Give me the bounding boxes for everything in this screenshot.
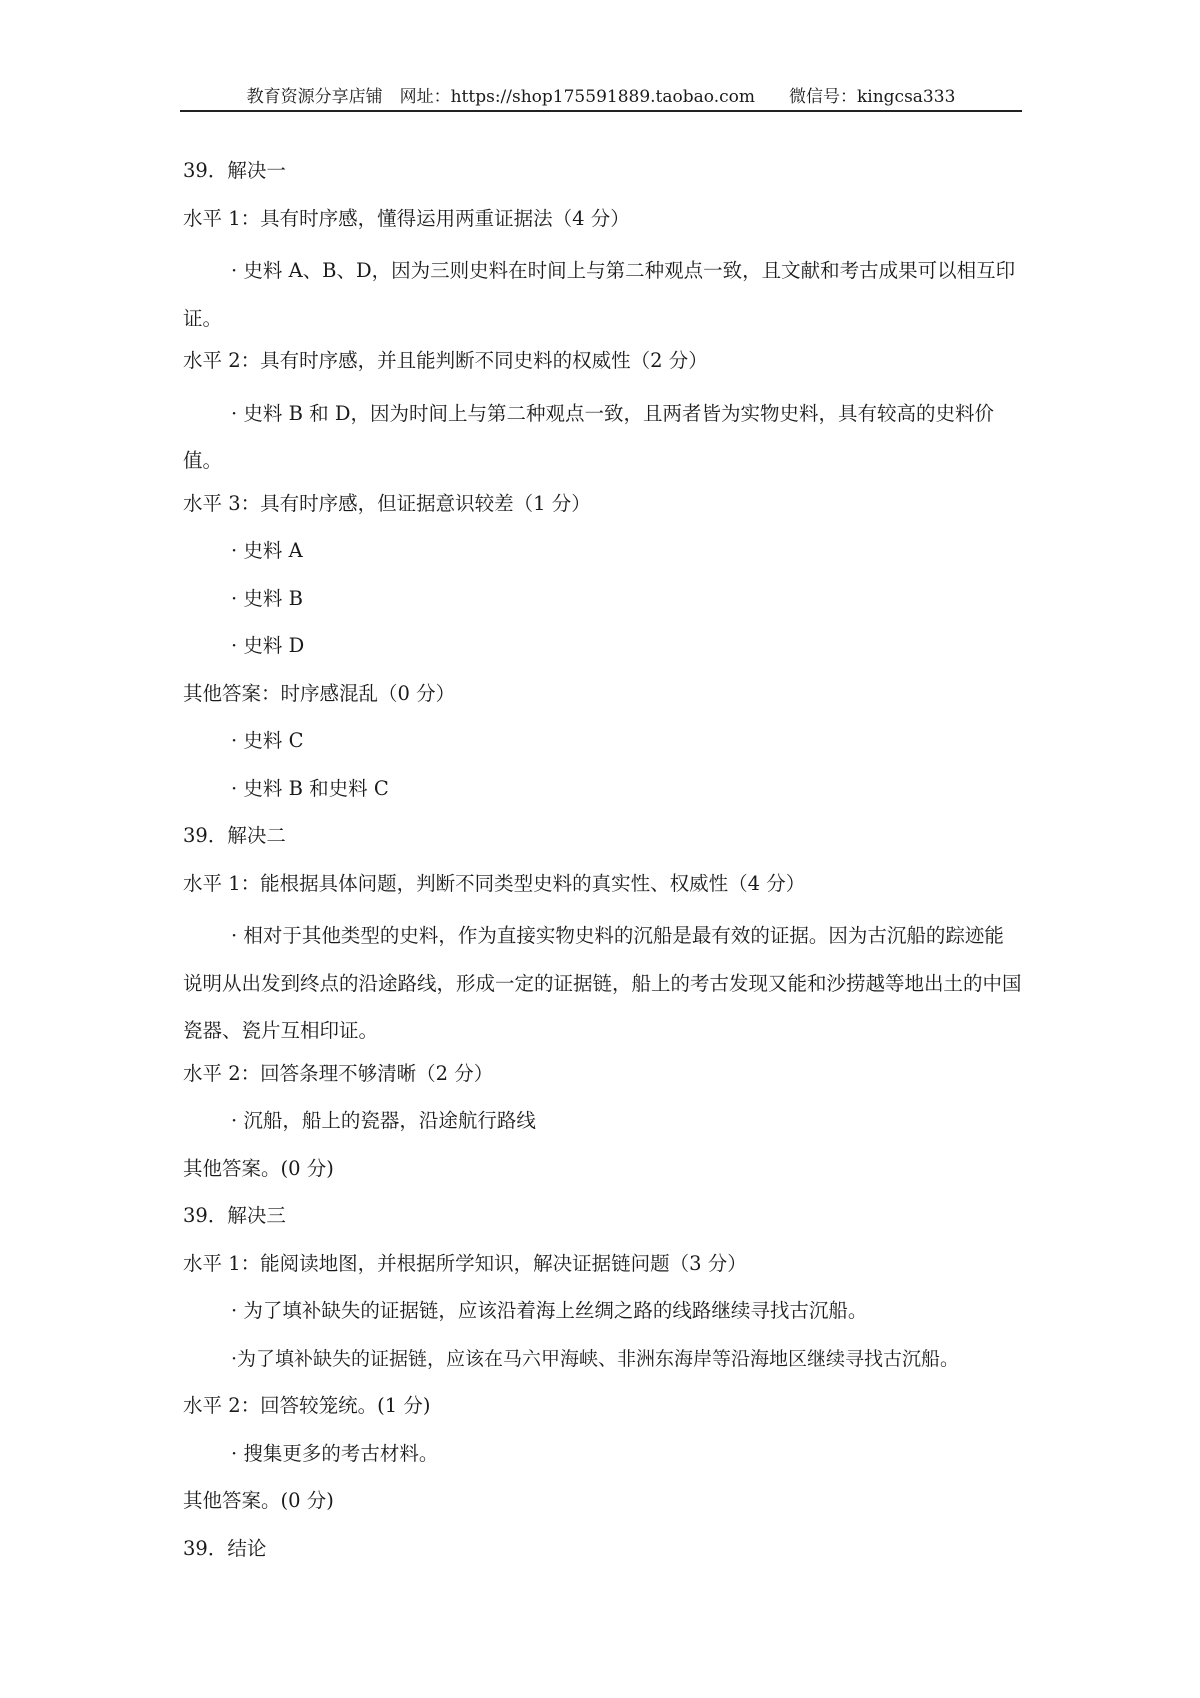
section-title: 39．结论 — [183, 1536, 267, 1560]
answer-item: · 史料 A、B、D，因为三则史料在时间上与第二种观点一致，且文献和考古成果可以相互印证。 — [183, 259, 1016, 330]
answer-item: ·为了填补缺失的证据链，应该在马六甲海峡、非洲东海岸等沿海地区继续寻找古沉船。 — [231, 1347, 960, 1370]
answer-item: · 史料 C — [231, 729, 304, 752]
answer-item: · 为了填补缺失的证据链，应该沿着海上丝绸之路的线路继续寻找古沉船。 — [231, 1299, 868, 1322]
level-heading: 水平 3：具有时序感，但证据意识较差（1 分） — [183, 491, 591, 515]
answer-item: · 沉船，船上的瓷器，沿途航行路线 — [231, 1109, 536, 1132]
level-heading: 水平 2：具有时序感，并且能判断不同史料的权威性（2 分） — [183, 349, 708, 372]
answer-item: · 相对于其他类型的史料，作为直接实物史料的沉船是最有效的证据。因为古沉船的踪迹能说明从出发到终点的沿途路线，形成一定的证据链，船上的考古发现又能和沙捞越等地出土的中国瓷器、瓷片互相印证。 — [183, 924, 1022, 1042]
level-heading: 水平 2：回答条理不够清晰（2 分） — [183, 1061, 494, 1085]
level-heading: 其他答案：时序感混乱（0 分） — [183, 681, 456, 705]
page-header: 教育资源分享店铺 网址：https://shop175591889.taobao.com 微信号：kingcsa333 — [246, 87, 956, 107]
answer-item: · 史料 B 和 D，因为时间上与第二种观点一致，且两者皆为实物史料，具有较高的史料价值。 — [183, 401, 994, 472]
answer-item: · 史料 A — [231, 539, 303, 562]
level-heading: 其他答案。(0 分) — [183, 1489, 334, 1512]
header-rule — [180, 110, 1022, 112]
level-heading: 其他答案。(0 分) — [183, 1156, 334, 1180]
level-heading: 水平 1：具有时序感，懂得运用两重证据法（4 分） — [183, 206, 630, 230]
answer-item: · 搜集更多的考古材料。 — [231, 1441, 439, 1465]
document-body — [183, 152, 1023, 1577]
level-heading: 水平 2：回答较笼统。(1 分) — [183, 1394, 431, 1417]
level-heading: 水平 1：能阅读地图，并根据所学知识，解决证据链问题（3 分） — [183, 1251, 747, 1275]
section-title: 39．解决一 — [183, 159, 286, 182]
level-heading: 水平 1：能根据具体问题，判断不同类型史料的真实性、权威性（4 分） — [183, 871, 806, 895]
answer-item: · 史料 B 和史料 C — [231, 776, 389, 800]
answer-item: · 史料 D — [231, 634, 305, 657]
answer-item: · 史料 B — [231, 586, 303, 610]
section-title: 39．解决二 — [183, 824, 286, 847]
section-title: 39．解决三 — [183, 1204, 286, 1227]
